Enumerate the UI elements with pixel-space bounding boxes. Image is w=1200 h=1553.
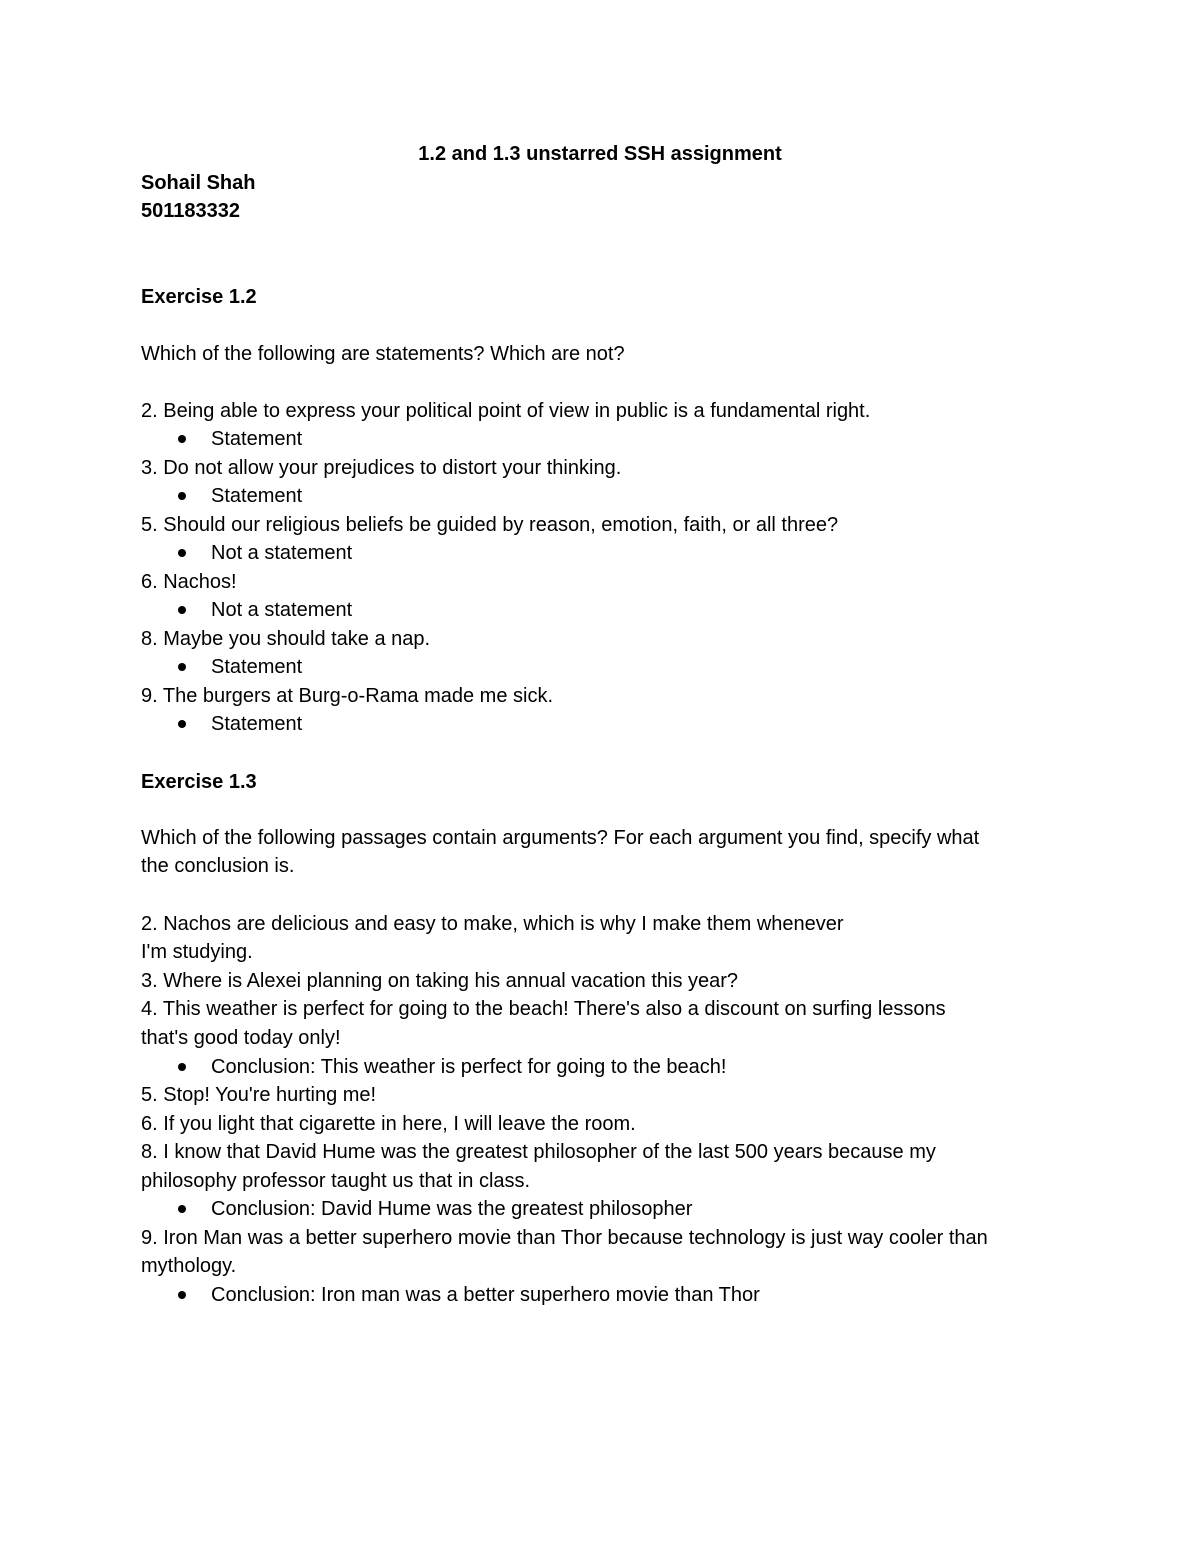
document-title: 1.2 and 1.3 unstarred SSH assignment (418, 143, 782, 165)
question-item: 5. Should our religious beliefs be guided by reason, emotion, faith, or all three? (141, 514, 839, 536)
exercise-1-3-heading: Exercise 1.3 (141, 771, 257, 793)
question-item: 6. Nachos! (141, 571, 237, 593)
passage-item: philosophy professor taught us that in class. (141, 1170, 531, 1192)
bullet-icon (178, 549, 186, 557)
passage-item: that's good today only! (141, 1027, 341, 1049)
answer-item: Statement (211, 713, 303, 735)
bullet-icon (178, 1063, 186, 1071)
bullet-icon (178, 663, 186, 671)
author-name: Sohail Shah (141, 172, 256, 194)
exercise-1-2-heading: Exercise 1.2 (141, 286, 257, 308)
bullet-icon (178, 435, 186, 443)
bullet-icon (178, 606, 186, 614)
passage-item: 5. Stop! You're hurting me! (141, 1084, 377, 1106)
exercise-1-2-prompt: Which of the following are statements? Which are not? (141, 343, 625, 365)
passage-item: 9. Iron Man was a better superhero movie than Thor because technology is just way cooler than (141, 1227, 988, 1249)
question-item: 2. Being able to express your political point of view in public is a fundamental right. (141, 400, 871, 422)
answer-item: Statement (211, 428, 303, 450)
bullet-icon (178, 1205, 186, 1213)
question-item: 9. The burgers at Burg-o-Rama made me sick. (141, 685, 554, 707)
passage-item: 3. Where is Alexei planning on taking his annual vacation this year? (141, 970, 739, 992)
passage-item: 4. This weather is perfect for going to the beach! There's also a discount on surfing lessons (141, 998, 946, 1020)
conclusion-item: Conclusion: David Hume was the greatest philosopher (211, 1198, 693, 1220)
passage-item: 6. If you light that cigarette in here, I will leave the room. (141, 1113, 636, 1135)
question-item: 8. Maybe you should take a nap. (141, 628, 431, 650)
passage-item: mythology. (141, 1255, 237, 1277)
exercise-1-3-prompt: Which of the following passages contain arguments? For each argument you find, specify what (141, 827, 980, 849)
bullet-icon (178, 1291, 186, 1299)
bullet-icon (178, 492, 186, 500)
passage-item: 2. Nachos are delicious and easy to make, which is why I make them whenever (141, 913, 844, 935)
answer-item: Statement (211, 485, 303, 507)
student-id: 501183332 (141, 200, 241, 222)
conclusion-item: Conclusion: This weather is perfect for going to the beach! (211, 1056, 727, 1078)
bullet-icon (178, 720, 186, 728)
passage-item: 8. I know that David Hume was the greatest philosopher of the last 500 years because my (141, 1141, 936, 1163)
answer-item: Not a statement (211, 542, 353, 564)
conclusion-item: Conclusion: Iron man was a better superhero movie than Thor (211, 1284, 760, 1306)
answer-item: Statement (211, 656, 303, 678)
question-item: 3. Do not allow your prejudices to distort your thinking. (141, 457, 622, 479)
exercise-1-3-prompt: the conclusion is. (141, 855, 295, 877)
passage-item: I'm studying. (141, 941, 253, 963)
answer-item: Not a statement (211, 599, 353, 621)
